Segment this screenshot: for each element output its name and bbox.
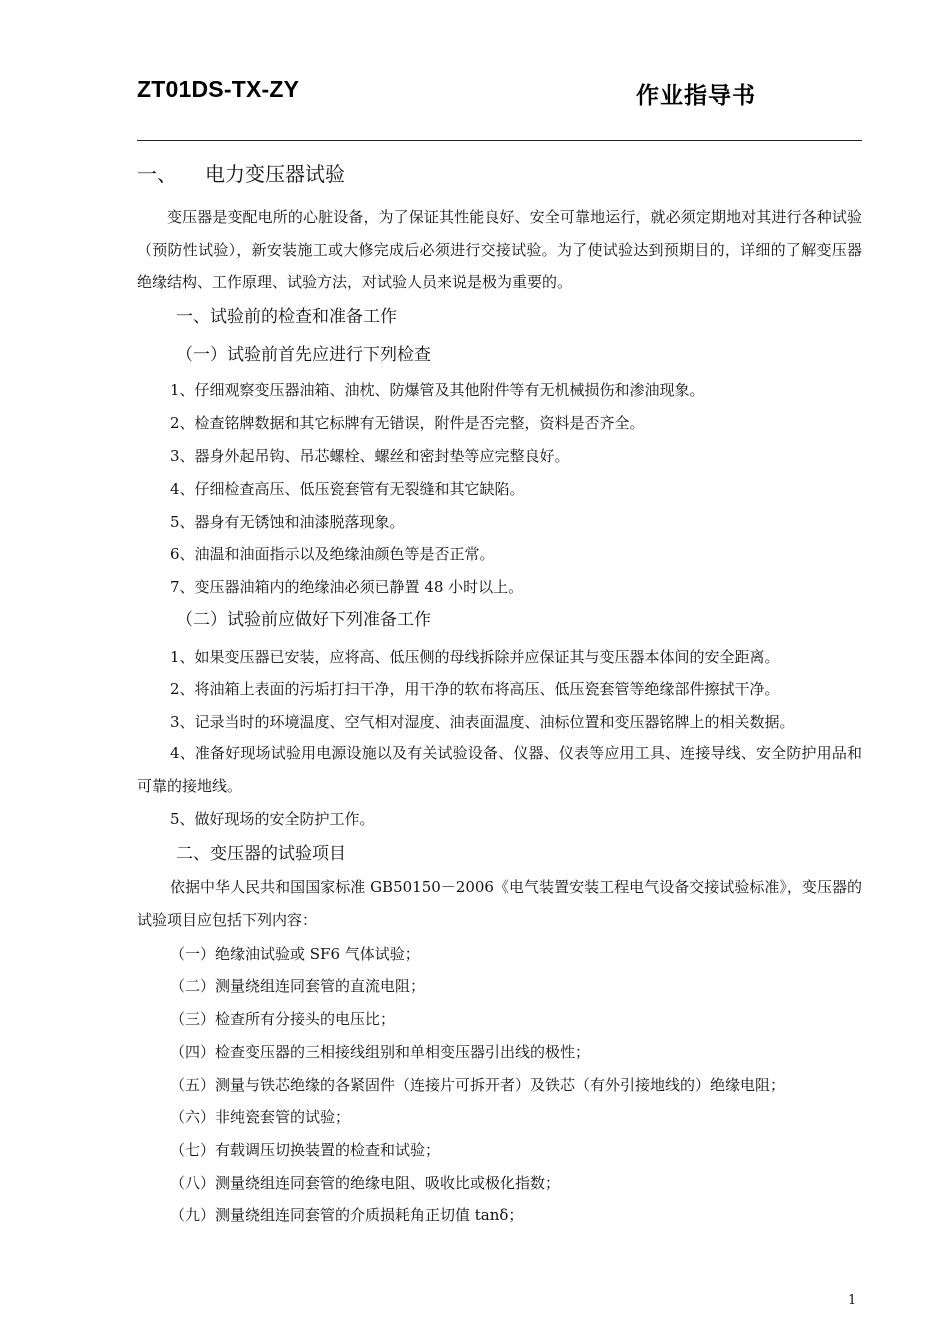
header-divider <box>137 140 862 141</box>
test-item-7: （七）有载调压切换装置的检查和试验； <box>170 1141 441 1159</box>
prep-item-2: 2、将油箱上表面的污垢打扫干净，用干净的软布将高压、低压瓷套管等绝缘部件擦拭干净。 <box>170 680 780 698</box>
check-item-7: 7、变压器油箱内的绝缘油必须已静置 48 小时以上。 <box>170 578 524 596</box>
document-code: ZT01DS-TX-ZY <box>137 76 300 102</box>
prep-item-5: 5、做好现场的安全防护工作。 <box>170 810 375 828</box>
prep-item-1: 1、如果变压器已安装，应将高、低压侧的母线拆除并应保证其与变压器本体间的安全距离。 <box>170 648 780 666</box>
intro-paragraph: 变压器是变配电所的心脏设备，为了保证其性能良好、安全可靠地运行，就必须定期地对其进行各种试验（预防性试验），新安装施工或大修完成后必须进行交接试验。为了使试验达到预期目的，详细的了解变压器绝缘结构、工作原理、试验方法，对试验人员来说是极为重要的。 <box>137 208 862 291</box>
part1-sub2-heading: （二）试验前应做好下列准备工作 <box>176 610 431 630</box>
test-item-8: （八）测量绕组连同套管的绝缘电阻、吸收比或极化指数； <box>170 1174 561 1192</box>
test-item-5: （五）测量与铁芯绝缘的各紧固件（连接片可拆开者）及铁芯（有外引接地线的）绝缘电阻； <box>170 1076 786 1094</box>
prep-item-4: 4、准备好现场试验用电源设施以及有关试验设备、仪器、仪表等应用工具、连接导线、安全防护用品和可靠的接地线。 <box>137 744 862 795</box>
check-item-4: 4、仔细检查高压、低压瓷套管有无裂缝和其它缺陷。 <box>170 480 525 498</box>
check-item-6: 6、油温和油面指示以及绝缘油颜色等是否正常。 <box>170 545 495 563</box>
section-title-text: 电力变压器试验 <box>205 162 345 186</box>
page-number: 1 <box>848 1293 857 1308</box>
section-title <box>137 158 345 187</box>
test-item-3: （三）检查所有分接头的电压比； <box>170 1010 396 1028</box>
test-item-1: （一）绝缘油试验或 SF6 气体试验； <box>170 945 420 963</box>
section-number: 一、 <box>137 162 177 186</box>
part1-heading: 一、试验前的检查和准备工作 <box>176 307 397 327</box>
test-item-6: （六）非纯瓷套管的试验； <box>170 1108 351 1126</box>
test-item-9: （九）测量绕组连同套管的介质损耗角正切值 tanδ； <box>170 1206 524 1224</box>
part1-sub1-heading: （一）试验前首先应进行下列检查 <box>176 345 431 365</box>
test-item-2: （二）测量绕组连同套管的直流电阻； <box>170 977 426 995</box>
test-item-4: （四）检查变压器的三相接线组别和单相变压器引出线的极性； <box>170 1043 591 1061</box>
check-item-1: 1、仔细观察变压器油箱、油枕、防爆管及其他附件等有无机械损伤和渗油现象。 <box>170 381 705 399</box>
prep-item-3: 3、记录当时的环境温度、空气相对湿度、油表面温度、油标位置和变压器铭牌上的相关数据。 <box>170 713 795 731</box>
check-item-5: 5、器身有无锈蚀和油漆脱落现象。 <box>170 513 405 531</box>
document-type-title: 作业指导书 <box>636 83 756 109</box>
check-item-2: 2、检查铭牌数据和其它标牌有无错误，附件是否完整，资料是否齐全。 <box>170 414 645 432</box>
check-item-3: 3、器身外起吊钩、吊芯螺栓、螺丝和密封垫等应完整良好。 <box>170 447 570 465</box>
part2-intro: 依据中华人民共和国国家标准 GB50150－2006《电气装置安装工程电气设备交接试验标准》，变压器的试验项目应包括下列内容： <box>137 878 862 929</box>
part2-heading: 二、变压器的试验项目 <box>176 844 346 864</box>
